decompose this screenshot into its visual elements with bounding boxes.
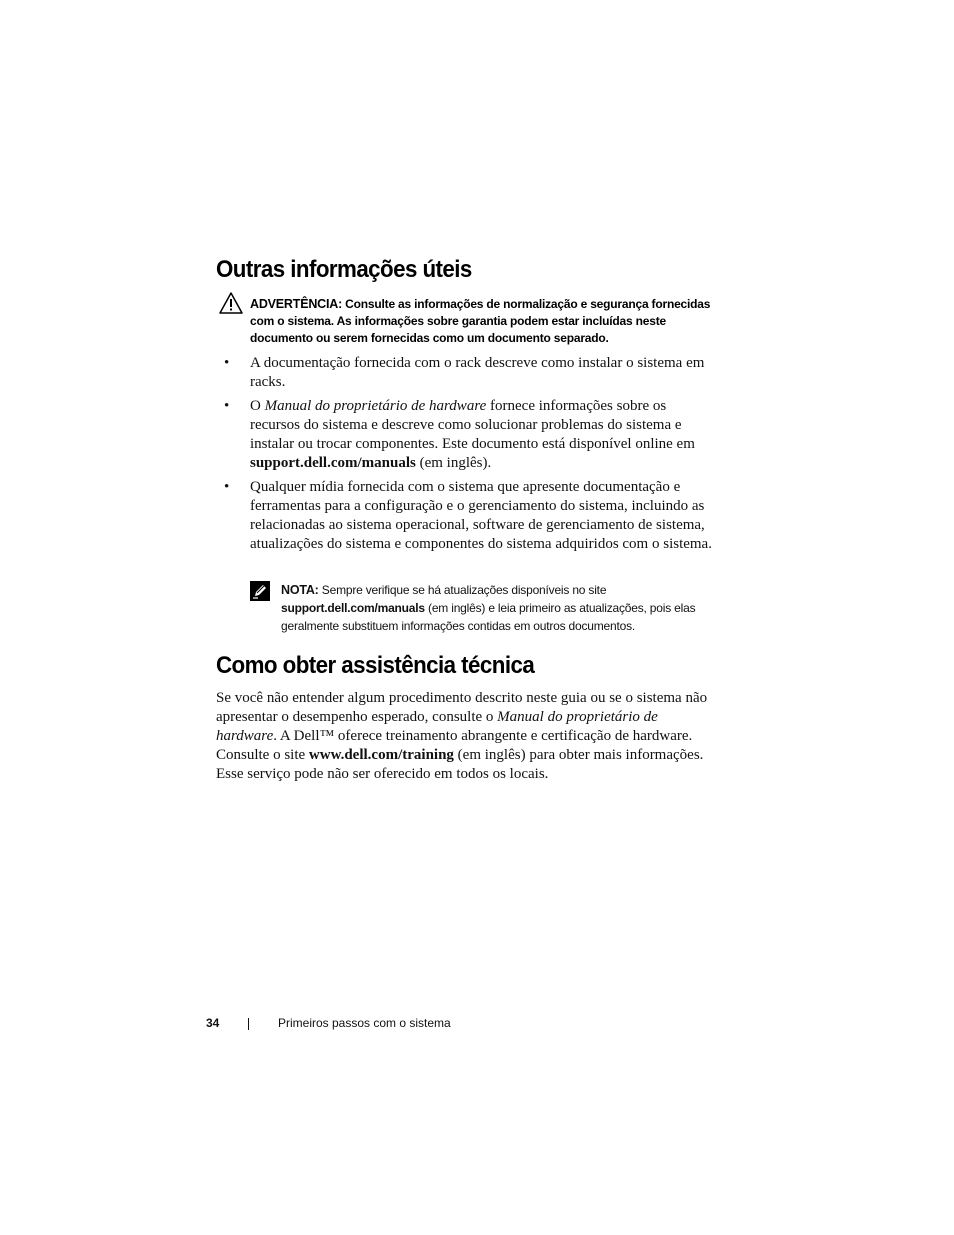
tech-support-paragraph: Se você não entender algum procedimento descrito neste guia ou se o sistema não apresentar o desempenho esperado, consulte o Manual do proprietário de hardware. A Dell™ oferece treinamento abrangente e certificação de hardware. Consulte o site www.dell.com/training (em inglês) para obter mais informações. Esse serviço pode não ser oferecido em todos os locais. (216, 690, 708, 782)
warning-triangle-icon (219, 292, 243, 314)
section-heading-useful-info: Outras informações úteis (216, 256, 472, 283)
warning-body: Consulte as informações de normalização e segurança fornecidas com o sistema. As informações sobre garantia podem estar incluídas neste documento ou serem fornecidas como um documento separado. (250, 297, 711, 345)
footer-title: Primeiros passos com o sistema (278, 1016, 451, 1030)
footer-divider (248, 1018, 249, 1030)
support-url: support.dell.com/manuals (250, 455, 416, 471)
training-url: www.dell.com/training (308, 747, 454, 763)
note-support-url: support.dell.com/manuals (281, 601, 425, 615)
list-item: • Qualquer mídia fornecida com o sistema que apresente documentação e ferramentas para a configuração e o gerenciamento do sistema, incluindo as relacionadas ao sistema operacional, software de gerenciamento de sistema, atualizações do sistema e componentes do sistema adquiridos com o sistema. (224, 479, 712, 552)
bullet-icon: • (224, 355, 230, 371)
bullet-icon: • (224, 479, 230, 495)
note-pencil-icon (250, 581, 270, 601)
warning-text (250, 296, 728, 347)
section-heading-tech-support: Como obter assistência técnica (216, 652, 535, 679)
page-footer (0, 1016, 954, 1036)
warning-label: ADVERTÊNCIA: (250, 297, 343, 311)
manual-title: Manual do proprietário de hardware (264, 398, 487, 414)
manual-title: Manual do proprietário de hardware (216, 709, 658, 744)
page-number: 34 (206, 1016, 220, 1030)
note-label: NOTA: (281, 583, 319, 597)
list-item: • O Manual do proprietário de hardware fornece informações sobre os recursos do sistema e descreve como solucionar problemas do sistema e instalar ou trocar componentes. Este documento está disponível online em support.dell.com/manuals (em inglês). (224, 398, 695, 471)
resource-list (216, 354, 712, 559)
note-text: NOTA: Sempre verifique se há atualizações disponíveis no site support.dell.com/manuals (em inglês) e leia primeiro as atualizações, pois elas geralmente substituem informações contidas em outros documentos. (281, 583, 696, 633)
list-item: • A documentação fornecida com o rack descreve como instalar o sistema em racks. (224, 355, 705, 390)
bullet-icon: • (224, 398, 230, 414)
